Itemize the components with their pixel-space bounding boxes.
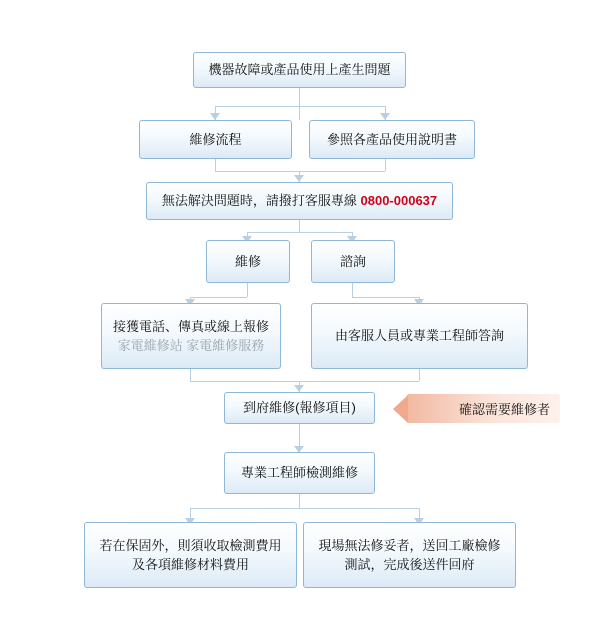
callout-confirm-label: 確認需要維修者 bbox=[458, 402, 550, 417]
node-receive-line2: 家電維修站 家電維修服務 bbox=[117, 338, 265, 353]
node-consult-staff-label: 由客服人員或專業工程師答詢 bbox=[334, 328, 504, 344]
arrow-to-hotline bbox=[294, 175, 304, 182]
connector-receive-down bbox=[190, 369, 191, 381]
connector-split-3 bbox=[190, 508, 419, 509]
node-repair-flow[interactable] bbox=[139, 120, 292, 159]
node-factory-repair-line1: 現場無法修妥者，送回工廠檢修 bbox=[318, 537, 501, 553]
connector-consult-down bbox=[352, 283, 353, 297]
node-repair-flow-label: 維修流程 bbox=[189, 131, 242, 147]
node-hotline[interactable] bbox=[146, 182, 453, 220]
connector-engineer-down bbox=[299, 494, 300, 508]
node-out-of-warranty-line1: 若在保固外，則須收取檢測費用 bbox=[99, 537, 282, 553]
connector-merge-2 bbox=[190, 381, 419, 382]
connector-split-1 bbox=[215, 106, 385, 107]
node-manual[interactable] bbox=[309, 120, 475, 159]
node-receive-report[interactable] bbox=[101, 303, 281, 369]
connector-problem-down bbox=[299, 88, 300, 120]
connector-hotline-down bbox=[299, 220, 300, 232]
callout-confirm-needs-repair bbox=[407, 394, 560, 423]
node-factory-repair-line2: 測試，完成後送件回府 bbox=[344, 557, 475, 572]
connector-spread-1 bbox=[190, 297, 247, 298]
node-consult-label: 諮詢 bbox=[339, 253, 366, 269]
node-problem-label: 機器故障或產品使用上產生問題 bbox=[208, 62, 391, 78]
node-hotline-number: 0800-000637 bbox=[360, 193, 438, 209]
node-consult-staff[interactable] bbox=[311, 303, 528, 369]
connector-repairflow-down bbox=[215, 159, 216, 171]
node-onsite-repair-label: 到府維修(報修項目) bbox=[243, 400, 356, 416]
node-out-of-warranty-line2: 及各項維修材料費用 bbox=[131, 557, 249, 572]
arrow-to-onsite bbox=[294, 385, 304, 392]
node-out-of-warranty[interactable] bbox=[84, 522, 297, 588]
arrow-to-manual bbox=[380, 113, 390, 120]
node-factory-repair[interactable] bbox=[303, 522, 516, 588]
connector-manual-down bbox=[385, 159, 386, 171]
node-engineer-check-label: 專業工程師檢測維修 bbox=[240, 465, 358, 481]
connector-consultstaff-down bbox=[419, 369, 420, 381]
arrow-to-repairflow bbox=[210, 113, 220, 120]
node-repair[interactable] bbox=[206, 240, 290, 283]
node-consult[interactable] bbox=[311, 240, 395, 283]
node-manual-label: 參照各產品使用說明書 bbox=[326, 131, 457, 147]
node-repair-label: 維修 bbox=[234, 253, 261, 269]
connector-merge-1 bbox=[215, 171, 385, 172]
connector-spread-2 bbox=[352, 297, 419, 298]
left-arrow-icon bbox=[393, 395, 408, 423]
node-engineer-check[interactable] bbox=[224, 452, 375, 494]
node-receive-line1: 接獲電話、傳真或線上報修 bbox=[112, 318, 269, 334]
connector-split-2 bbox=[247, 232, 352, 233]
node-hotline-prefix: 無法解決問題時，請撥打客服專線 bbox=[161, 193, 357, 209]
node-onsite-repair[interactable] bbox=[224, 392, 375, 424]
node-problem[interactable] bbox=[193, 52, 406, 88]
connector-repair-down bbox=[247, 283, 248, 297]
